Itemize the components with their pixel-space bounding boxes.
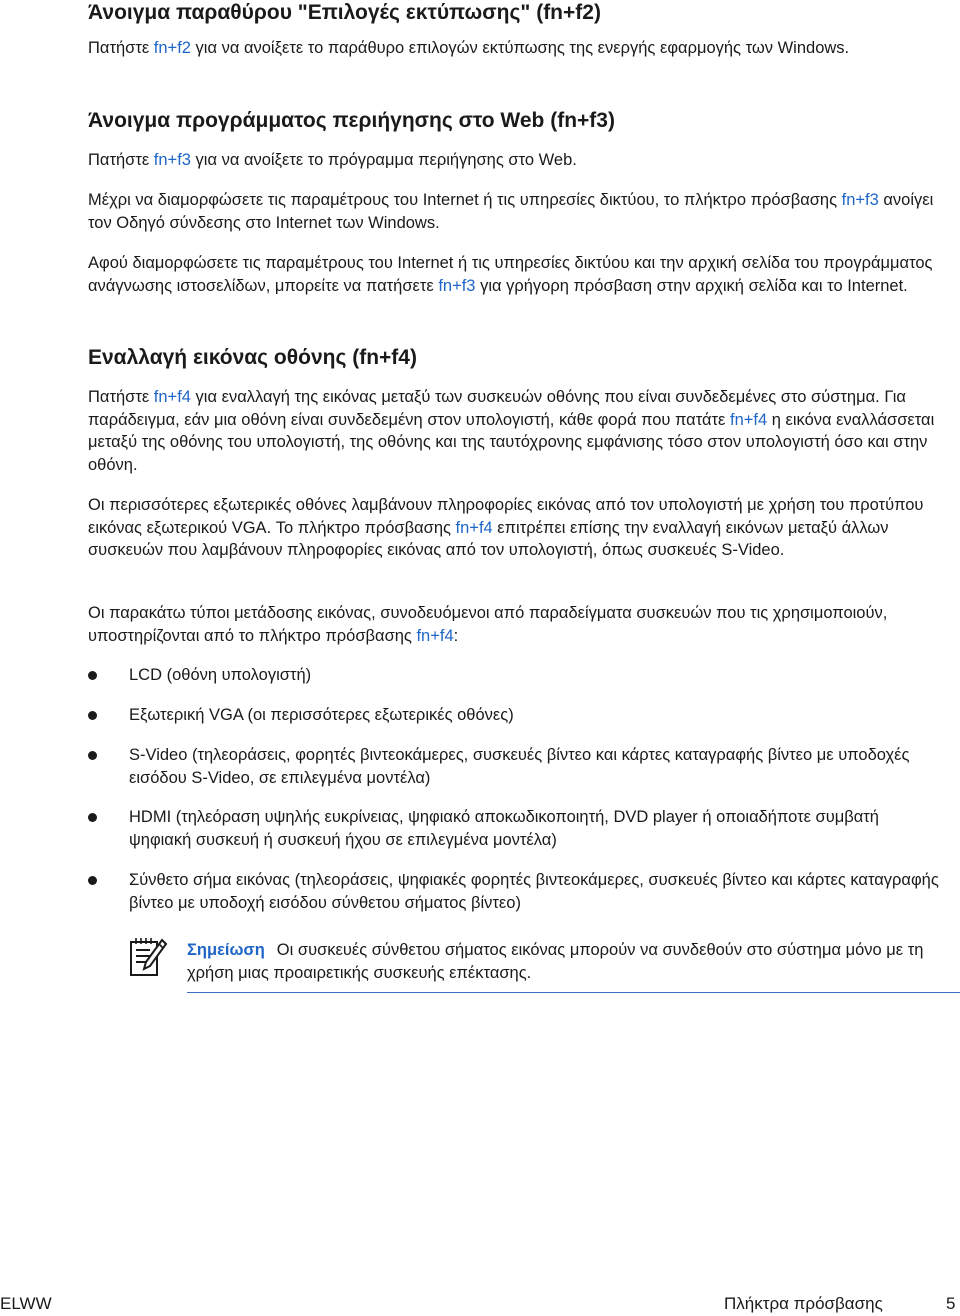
paragraph-home-page xyxy=(88,252,938,297)
text-run: Μέχρι να διαμορφώσετε τις παραμέτρους του Internet ή τις υπηρεσίες δικτύου, το πλήκτρο πρόσβασης xyxy=(88,191,842,209)
text-run: Πατήστε xyxy=(88,39,154,57)
bullet-icon xyxy=(88,751,97,760)
hotkey-fn-f3: fn+f3 xyxy=(841,191,879,209)
footer-chapter-title: Πλήκτρα πρόσβασης xyxy=(724,1294,883,1313)
text-run: η εικόνα εναλλάσσεται μεταξύ της οθόνης του υπολογιστή, της οθόνης και της ταυτόχρονης εμφάνισης τόσο στον υπολογιστή όσο και στην οθόνη. xyxy=(88,410,935,474)
note-body: Οι συσκευές σύνθετου σήματος εικόνας μπορούν να συνδεθούν στο σύστημα μόνο με τη χρήση μιας προαιρετικής συσκευής επέκτασης. xyxy=(187,941,924,982)
hotkey-fn-f4: fn+f4 xyxy=(729,410,768,429)
footer-page-number: 5 xyxy=(946,1294,956,1313)
hotkey-fn-f2: fn+f2 xyxy=(153,39,191,57)
paragraph-switch-display xyxy=(88,386,938,476)
text-run: για γρήγορη πρόσβαση στην αρχική σελίδα και το Internet. xyxy=(475,276,908,295)
heading-display-switch: Εναλλαγή εικόνας οθόνης (fn+f4) xyxy=(88,346,417,369)
page-footer xyxy=(0,1294,960,1316)
list-item-text: Σύνθετο σήμα εικόνας (τηλεοράσεις, ψηφιακές φορητές βιντεοκάμερες, συσκευές βίντεο και κάρτες καταγραφής βίντεο με υποδοχή εισόδου σύνθετου σήματος βίντεο) xyxy=(129,871,939,912)
text-run: Αφού διαμορφώσετε τις παραμέτρους του Internet ή τις υπηρεσίες δικτύου και την αρχική σελίδα του προγράμματος ανάγνωσης ιστοσελίδων, μπορείτε να πατήσετε xyxy=(88,254,933,295)
list-item-text: S-Video (τηλεοράσεις, φορητές βιντεοκάμερες, συσκευές βίντεο και κάρτες καταγραφής βίντεο με υποδοχές εισόδου S-Video, σε επιλεγμένα μοντέλα) xyxy=(129,746,910,787)
text-run: : xyxy=(453,626,459,645)
heading-print-options: Άνοιγμα παραθύρου "Επιλογές εκτύπωσης" (fn+f2) xyxy=(88,1,601,24)
text-run: Πατήστε xyxy=(88,151,154,169)
note-pencil-icon xyxy=(128,934,168,978)
bullet-icon xyxy=(88,876,97,885)
paragraph-print-options xyxy=(88,37,938,60)
text-run: για εναλλαγή της εικόνας μεταξύ των συσκευών οθόνης που είναι συνδεδεμένες στο σύστημα. Για παράδειγμα, εάν μια οθόνη είναι συνδεδεμένη στον υπολογιστή, κάθε φορά που πατάτε xyxy=(88,388,906,429)
text-run: επιτρέπει επίσης την εναλλαγή εικόνων μεταξύ άλλων συσκευών που λαμβάνουν πληροφορίες εικόνας από τον υπολογιστή, όπως συσκευές S-Video. xyxy=(88,518,889,559)
hotkey-fn-f3: fn+f3 xyxy=(153,151,191,169)
bullet-icon xyxy=(88,671,97,680)
text-run: Οι παρακάτω τύποι μετάδοσης εικόνας, συνοδευόμενοι από παραδείγματα συσκευών που τις χρησιμοποιούν, υποστηρίζονται από το πλήκτρο πρόσβασης xyxy=(88,604,888,645)
note-divider xyxy=(187,992,960,993)
text-run: ανοίγει τον Οδηγό σύνδεσης στο Internet των Windows. xyxy=(88,191,934,232)
text-run: για να ανοίξετε το πρόγραμμα περιήγησης στο Web. xyxy=(190,151,577,169)
list-item-text: Εξωτερική VGA (οι περισσότερες εξωτερικές οθόνες) xyxy=(129,706,514,724)
paragraph-open-browser xyxy=(88,149,938,172)
list-item-text: HDMI (τηλεόραση υψηλής ευκρίνειας, ψηφιακό αποκωδικοποιητή, DVD player ή οποιαδήποτε συμβατή ψηφιακή συσκευή ή συσκευή ήχου σε επιλεγμένα μοντέλα) xyxy=(129,808,879,849)
note-text xyxy=(187,939,942,984)
hotkey-fn-f4: fn+f4 xyxy=(455,518,493,537)
list-item-text: LCD (οθόνη υπολογιστή) xyxy=(129,666,312,684)
hotkey-fn-f4: fn+f4 xyxy=(416,626,454,645)
text-run: για να ανοίξετε το παράθυρο επιλογών εκτύπωσης της ενεργής εφαρμογής των Windows. xyxy=(190,39,850,57)
text-run: Πατήστε xyxy=(88,388,154,406)
text-run: Οι περισσότερες εξωτερικές οθόνες λαμβάνουν πληροφορίες εικόνας από τον υπολογιστή με χρήση του προτύπου εικόνας εξωτερικού VGA. Το πλήκτρο πρόσβασης xyxy=(88,496,924,537)
bullet-icon xyxy=(88,711,97,720)
hotkey-fn-f4: fn+f4 xyxy=(153,388,191,406)
paragraph-transmission-types xyxy=(88,602,938,647)
hotkey-fn-f3: fn+f3 xyxy=(438,276,476,295)
paragraph-connection-wizard xyxy=(88,189,938,234)
bullet-icon xyxy=(88,813,97,822)
note-label: Σημείωση xyxy=(187,941,265,959)
heading-web-browser: Άνοιγμα προγράμματος περιήγησης στο Web (fn+f3) xyxy=(88,109,615,132)
paragraph-vga-standard xyxy=(88,494,938,562)
footer-doc-code: ELWW xyxy=(0,1294,52,1313)
